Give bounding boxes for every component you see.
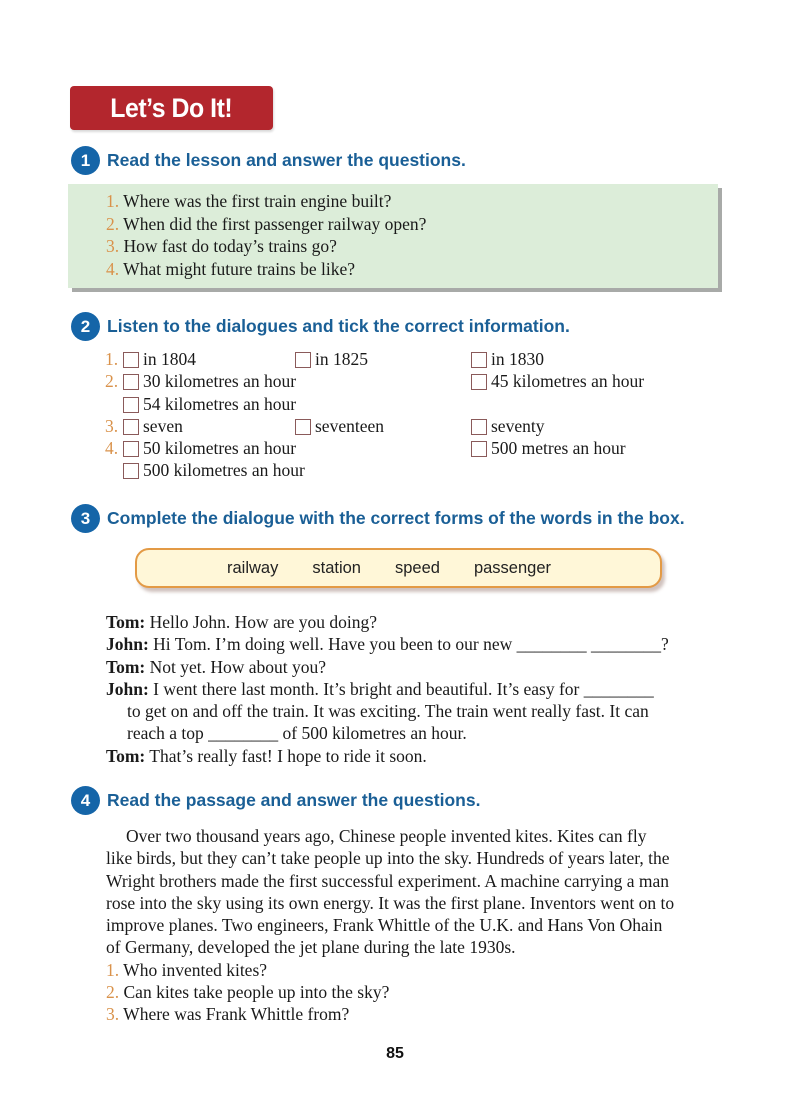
tick-row-4 xyxy=(105,437,725,459)
dialogue-line xyxy=(106,700,726,722)
question-number: 4. xyxy=(106,258,120,279)
question-item xyxy=(106,981,726,1003)
page-number: 85 xyxy=(386,1045,404,1062)
speaker: Tom: xyxy=(106,745,146,766)
option-50-km-per-hour[interactable] xyxy=(123,437,296,459)
section-title: Read the lesson and answer the questions. xyxy=(107,150,466,170)
tick-row-3 xyxy=(105,415,725,437)
question-item xyxy=(106,213,718,236)
option-in-1830[interactable] xyxy=(471,348,544,370)
question-text: What might future trains be like? xyxy=(119,258,355,279)
checkbox[interactable] xyxy=(123,352,139,368)
checkbox[interactable] xyxy=(123,397,139,413)
passage-line: of Germany, developed the jet plane during the late 1930s. xyxy=(106,937,516,958)
option-label: in 1825 xyxy=(315,349,368,369)
banner-title: Let’s Do It! xyxy=(110,92,233,123)
line-text: Hello John. How are you doing? xyxy=(145,612,378,632)
section-4-heading xyxy=(71,786,480,815)
question-number: 2. xyxy=(106,982,120,1003)
question-text: Where was the first train engine built? xyxy=(119,191,392,211)
checkbox[interactable] xyxy=(471,374,487,390)
dialogue-line xyxy=(106,633,726,655)
option-label: 54 kilometres an hour xyxy=(143,393,297,414)
line-text: to get on and off the train. It was exciting. The train went really fast. It can xyxy=(127,701,649,722)
section-title: Complete the dialogue with the correct forms of the words in the box. xyxy=(107,508,685,528)
dialogue-line xyxy=(106,656,726,678)
speaker: Tom: xyxy=(106,612,146,632)
passage-line: rose into the sky using its own energy. It was the first plane. Inventors went on to xyxy=(106,892,675,913)
speaker: John: xyxy=(106,634,149,655)
option-in-1804[interactable] xyxy=(123,348,196,370)
option-label: 45 kilometres an hour xyxy=(491,371,645,392)
word-railway: railway xyxy=(227,558,279,577)
reading-passage xyxy=(106,825,726,1026)
word-speed: speed xyxy=(394,558,440,577)
checkbox[interactable] xyxy=(471,419,487,435)
section-3-heading xyxy=(71,504,685,533)
checkbox[interactable] xyxy=(471,441,487,457)
section-number-badge: 2 xyxy=(71,312,100,341)
passage-line: Wright brothers made the first successful experiment. A machine carrying a man xyxy=(106,870,669,891)
option-label: 30 kilometres an hour xyxy=(143,371,297,392)
section-title: Read the passage and answer the questions. xyxy=(107,790,481,810)
dialogue xyxy=(106,611,726,767)
question-item xyxy=(106,258,718,281)
passage-line: improve planes. Two engineers, Frank Whittle of the U.K. and Hans Von Ohain xyxy=(106,915,663,936)
option-label: in 1830 xyxy=(491,349,544,369)
tick-row-2b xyxy=(105,393,725,415)
question-number: 3. xyxy=(106,236,120,256)
section-title: Listen to the dialogues and tick the correct information. xyxy=(107,316,570,336)
dialogue-line xyxy=(106,722,726,744)
question-text: When did the first passenger railway open? xyxy=(119,213,427,234)
question-item xyxy=(106,235,718,258)
option-label: 500 metres an hour xyxy=(491,438,626,459)
option-45-km-per-hour[interactable] xyxy=(471,370,644,392)
checkbox[interactable] xyxy=(295,352,311,368)
question-number: 3. xyxy=(106,1004,120,1025)
checkbox[interactable] xyxy=(123,463,139,479)
option-label: 50 kilometres an hour xyxy=(143,438,297,459)
question-text: How fast do today’s trains go? xyxy=(119,236,337,256)
line-text: Hi Tom. I’m doing well. Have you been to our new ________ ________? xyxy=(148,634,669,655)
section-1-heading xyxy=(71,146,466,175)
line-text: That’s really fast! I hope to ride it soon. xyxy=(145,745,427,766)
question-text: Who invented kites? xyxy=(119,959,268,980)
tick-row-1 xyxy=(105,348,725,370)
checkbox[interactable] xyxy=(471,352,487,368)
item-number: 3. xyxy=(105,415,119,436)
option-in-1825[interactable] xyxy=(295,348,368,370)
question-item xyxy=(106,1003,726,1025)
dialogue-line xyxy=(106,611,726,633)
option-seventeen[interactable] xyxy=(295,415,384,437)
option-500-km-per-hour[interactable] xyxy=(123,459,305,481)
option-label: seven xyxy=(143,415,183,436)
question-text: Can kites take people up into the sky? xyxy=(119,982,390,1003)
dialogue-line xyxy=(106,678,726,700)
speaker: Tom: xyxy=(106,656,146,677)
passage-line: Over two thousand years ago, Chinese people invented kites. Kites can fly xyxy=(126,826,647,846)
checkbox[interactable] xyxy=(123,441,139,457)
question-text: Where was Frank Whittle from? xyxy=(119,1004,350,1025)
tick-row-2 xyxy=(105,370,725,392)
section-number-badge: 3 xyxy=(71,504,100,533)
line-text: reach a top ________ of 500 kilometres an hour. xyxy=(127,723,467,744)
word-bank xyxy=(135,548,662,588)
line-text: I went there last month. It’s bright and beautiful. It’s easy for ________ xyxy=(148,678,654,699)
checkbox[interactable] xyxy=(123,374,139,390)
question-number: 1. xyxy=(106,191,120,211)
word-passenger: passenger xyxy=(473,558,552,577)
dialogue-line xyxy=(106,745,726,767)
section-number-badge: 1 xyxy=(71,146,100,175)
passage-line: like birds, but they can’t take people up into the sky. Hundreds of years later, the xyxy=(106,848,670,869)
section-number-badge: 4 xyxy=(71,786,100,815)
questions-box xyxy=(68,184,718,288)
line-text: Not yet. How about you? xyxy=(145,656,327,677)
tick-options xyxy=(105,348,725,482)
checkbox[interactable] xyxy=(123,419,139,435)
option-label: seventeen xyxy=(315,415,384,436)
option-seventy[interactable] xyxy=(471,415,544,437)
item-number: 1. xyxy=(105,349,119,369)
lets-do-it-banner xyxy=(70,86,273,130)
section-2-heading xyxy=(71,312,570,341)
option-30-km-per-hour[interactable] xyxy=(123,370,296,392)
question-number: 1. xyxy=(106,959,120,980)
tick-row-4b xyxy=(105,459,725,481)
word-station: station xyxy=(312,558,361,577)
item-number: 4. xyxy=(105,438,119,459)
question-item xyxy=(106,190,718,213)
option-54-km-per-hour[interactable] xyxy=(123,393,296,415)
option-label: seventy xyxy=(491,415,545,436)
speaker: John: xyxy=(106,678,149,699)
checkbox[interactable] xyxy=(295,419,311,435)
option-500-m-per-hour[interactable] xyxy=(471,437,626,459)
option-label: 500 kilometres an hour xyxy=(143,460,305,481)
option-seven[interactable] xyxy=(123,415,183,437)
question-number: 2. xyxy=(106,213,120,234)
option-label: in 1804 xyxy=(143,349,196,369)
question-item xyxy=(106,959,726,981)
item-number: 2. xyxy=(105,371,119,392)
